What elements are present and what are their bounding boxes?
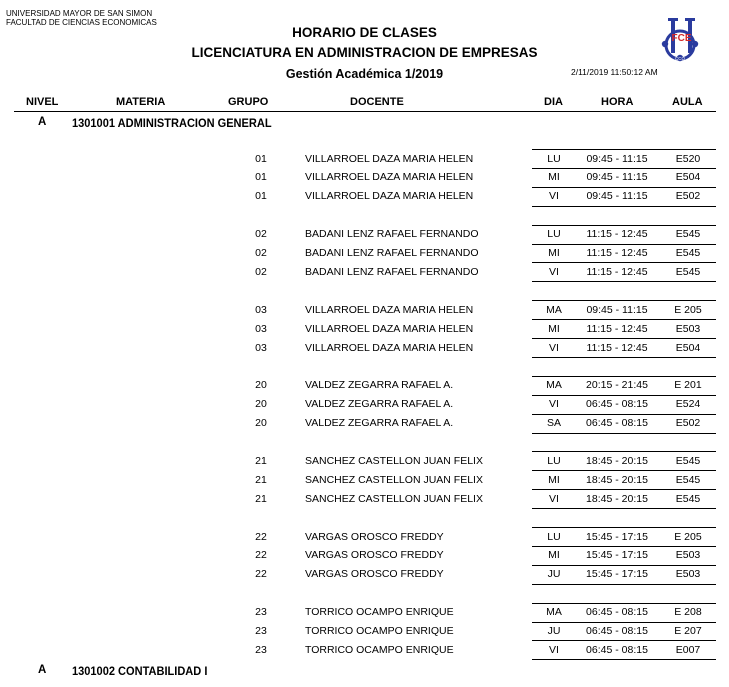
teacher-name: VALDEZ ZEGARRA RAFAEL A.: [305, 417, 454, 430]
row-rule: [532, 244, 716, 245]
col-materia: MATERIA: [116, 96, 166, 108]
day-cell: LU: [547, 228, 561, 241]
teacher-name: VILLARROEL DAZA MARIA HELEN: [305, 171, 474, 184]
room-cell: E007: [675, 643, 701, 656]
day-cell: MI: [548, 549, 560, 562]
group-number: 22: [255, 530, 267, 543]
group-number: 03: [255, 303, 267, 316]
col-aula: AULA: [672, 96, 703, 108]
group-number: 21: [255, 473, 267, 486]
day-cell: VI: [549, 341, 559, 354]
col-docente: DOCENTE: [350, 96, 404, 108]
row-rule: [532, 546, 716, 547]
page-title: HORARIO DE CLASES: [292, 25, 437, 40]
group-number: 23: [255, 606, 267, 619]
row-rule: [532, 187, 716, 188]
day-cell: MA: [546, 379, 562, 392]
teacher-name: TORRICO OCAMPO ENRIQUE: [305, 643, 454, 656]
row-rule: [532, 584, 716, 585]
col-hora: HORA: [601, 96, 634, 108]
header-rule: [14, 111, 716, 112]
row-rule: [532, 659, 716, 660]
group-number: 03: [255, 322, 267, 335]
logo-ring-text: CCO: [675, 56, 685, 61]
group-number: 22: [255, 568, 267, 581]
row-rule: [532, 508, 716, 509]
term-title: Gestión Académica 1/2019: [285, 67, 444, 81]
day-cell: LU: [547, 152, 561, 165]
day-cell: LU: [547, 530, 561, 543]
room-cell: E502: [675, 190, 701, 203]
university-name: UNIVERSIDAD MAYOR DE SAN SIMON: [6, 9, 153, 18]
day-cell: VI: [549, 190, 559, 203]
group-top-rule: [532, 603, 716, 604]
group-number: 01: [255, 171, 267, 184]
room-cell: E 208: [674, 606, 702, 619]
teacher-name: TORRICO OCAMPO ENRIQUE: [305, 606, 454, 619]
teacher-name: SANCHEZ CASTELLON JUAN FELIX: [305, 492, 483, 505]
group-number: 22: [255, 549, 267, 562]
row-rule: [532, 206, 716, 207]
day-cell: JU: [547, 568, 561, 581]
group-number: 23: [255, 625, 267, 637]
row-rule: [532, 395, 716, 396]
group-number: 20: [255, 417, 267, 430]
row-rule: [532, 489, 716, 490]
group-number: 21: [255, 454, 267, 467]
group-number: 02: [255, 247, 267, 259]
day-cell: VI: [549, 643, 559, 656]
time-cell: 09:45 - 11:15: [586, 190, 648, 203]
group-number: 03: [255, 341, 267, 354]
time-cell: 20:15 - 21:45: [586, 379, 648, 392]
room-cell: E503: [675, 549, 701, 562]
room-cell: E504: [675, 341, 701, 354]
group-number: 21: [255, 492, 267, 505]
room-cell: E520: [675, 152, 701, 165]
row-rule: [532, 262, 716, 263]
group-number: 23: [255, 643, 267, 656]
room-cell: E 205: [674, 303, 702, 316]
time-cell: 06:45 - 08:15: [586, 398, 648, 411]
subject-level: A: [38, 664, 47, 676]
row-rule: [532, 565, 716, 566]
teacher-name: VARGAS OROSCO FREDDY: [305, 568, 444, 581]
row-rule: [532, 414, 716, 415]
group-number: 02: [255, 265, 267, 278]
day-cell: VI: [549, 265, 559, 278]
row-rule: [532, 281, 716, 282]
time-cell: 18:45 - 20:15: [586, 473, 648, 486]
day-cell: JU: [547, 625, 561, 637]
day-cell: VI: [549, 492, 559, 505]
subject-level: A: [38, 116, 47, 128]
teacher-name: BADANI LENZ RAFAEL FERNANDO: [305, 228, 479, 241]
teacher-name: VALDEZ ZEGARRA RAFAEL A.: [305, 379, 454, 392]
room-cell: E503: [675, 568, 701, 581]
room-cell: E504: [675, 171, 701, 184]
time-cell: 18:45 - 20:15: [586, 492, 648, 505]
col-grupo: GRUPO: [228, 96, 269, 108]
group-top-rule: [532, 527, 716, 528]
teacher-name: SANCHEZ CASTELLON JUAN FELIX: [305, 473, 483, 486]
group-number: 02: [255, 228, 267, 241]
day-cell: MA: [546, 606, 562, 619]
room-cell: E545: [675, 228, 701, 241]
time-cell: 06:45 - 08:15: [586, 417, 648, 430]
time-cell: 18:45 - 20:15: [586, 454, 648, 467]
group-top-rule: [532, 451, 716, 452]
room-cell: E503: [675, 322, 701, 335]
faculty-name: FACULTAD DE CIENCIAS ECONOMICAS: [6, 18, 157, 27]
group-number: 20: [255, 398, 267, 411]
room-cell: E545: [675, 454, 701, 467]
row-rule: [532, 433, 716, 434]
subject-name: 1301002 CONTABILIDAD I: [72, 664, 208, 678]
teacher-name: VARGAS OROSCO FREDDY: [305, 530, 444, 543]
row-rule: [532, 357, 716, 358]
subject-name: 1301001 ADMINISTRACION GENERAL: [72, 116, 272, 130]
day-cell: MI: [548, 322, 560, 335]
teacher-name: VILLARROEL DAZA MARIA HELEN: [305, 303, 474, 316]
print-timestamp: 2/11/2019 11:50:12 AM: [571, 67, 658, 77]
row-rule: [532, 319, 716, 320]
teacher-name: VALDEZ ZEGARRA RAFAEL A.: [305, 398, 454, 411]
group-number: 01: [255, 190, 267, 203]
day-cell: MA: [546, 303, 562, 316]
time-cell: 15:45 - 17:15: [586, 530, 648, 543]
time-cell: 11:15 - 12:45: [586, 341, 648, 354]
teacher-name: BADANI LENZ RAFAEL FERNANDO: [305, 265, 479, 278]
time-cell: 11:15 - 12:45: [586, 247, 648, 259]
group-top-rule: [532, 376, 716, 377]
room-cell: E502: [675, 417, 701, 430]
time-cell: 09:45 - 11:15: [586, 152, 648, 165]
room-cell: E545: [675, 492, 701, 505]
program-title: LICENCIATURA EN ADMINISTRACION DE EMPRESAS: [191, 45, 538, 60]
day-cell: MI: [548, 171, 560, 184]
teacher-name: VILLARROEL DAZA MARIA HELEN: [305, 341, 474, 354]
room-cell: E545: [675, 265, 701, 278]
row-rule: [532, 168, 716, 169]
row-rule: [532, 622, 716, 623]
time-cell: 15:45 - 17:15: [586, 549, 648, 562]
col-dia: DIA: [544, 96, 563, 108]
day-cell: MI: [548, 473, 560, 486]
room-cell: E 205: [674, 530, 702, 543]
fce-logo-icon: [657, 16, 707, 62]
teacher-name: SANCHEZ CASTELLON JUAN FELIX: [305, 454, 483, 467]
group-number: 01: [255, 152, 267, 165]
teacher-name: VARGAS OROSCO FREDDY: [305, 549, 444, 562]
group-top-rule: [532, 300, 716, 301]
row-rule: [532, 470, 716, 471]
teacher-name: VILLARROEL DAZA MARIA HELEN: [305, 322, 474, 335]
time-cell: 06:45 - 08:15: [586, 606, 648, 619]
room-cell: E 207: [674, 625, 702, 637]
time-cell: 11:15 - 12:45: [586, 322, 648, 335]
teacher-name: VILLARROEL DAZA MARIA HELEN: [305, 152, 474, 165]
teacher-name: VILLARROEL DAZA MARIA HELEN: [305, 190, 474, 203]
day-cell: VI: [549, 398, 559, 411]
time-cell: 09:45 - 11:15: [586, 303, 648, 316]
col-nivel: NIVEL: [26, 96, 59, 108]
day-cell: MI: [548, 247, 560, 259]
time-cell: 15:45 - 17:15: [586, 568, 648, 581]
row-rule: [532, 640, 716, 641]
teacher-name: BADANI LENZ RAFAEL FERNANDO: [305, 247, 479, 259]
day-cell: LU: [547, 454, 561, 467]
room-cell: E 201: [674, 379, 702, 392]
time-cell: 09:45 - 11:15: [586, 171, 648, 184]
group-top-rule: [532, 225, 716, 226]
teacher-name: TORRICO OCAMPO ENRIQUE: [305, 625, 454, 637]
group-top-rule: [532, 149, 716, 150]
time-cell: 11:15 - 12:45: [586, 265, 648, 278]
row-rule: [532, 338, 716, 339]
group-number: 20: [255, 379, 267, 392]
time-cell: 06:45 - 08:15: [586, 625, 648, 637]
day-cell: SA: [546, 417, 561, 430]
room-cell: E524: [675, 398, 701, 411]
time-cell: 11:15 - 12:45: [586, 228, 648, 241]
logo-letters: FCE: [671, 33, 692, 44]
room-cell: E545: [675, 473, 701, 486]
time-cell: 06:45 - 08:15: [586, 643, 648, 656]
room-cell: E545: [675, 247, 701, 259]
